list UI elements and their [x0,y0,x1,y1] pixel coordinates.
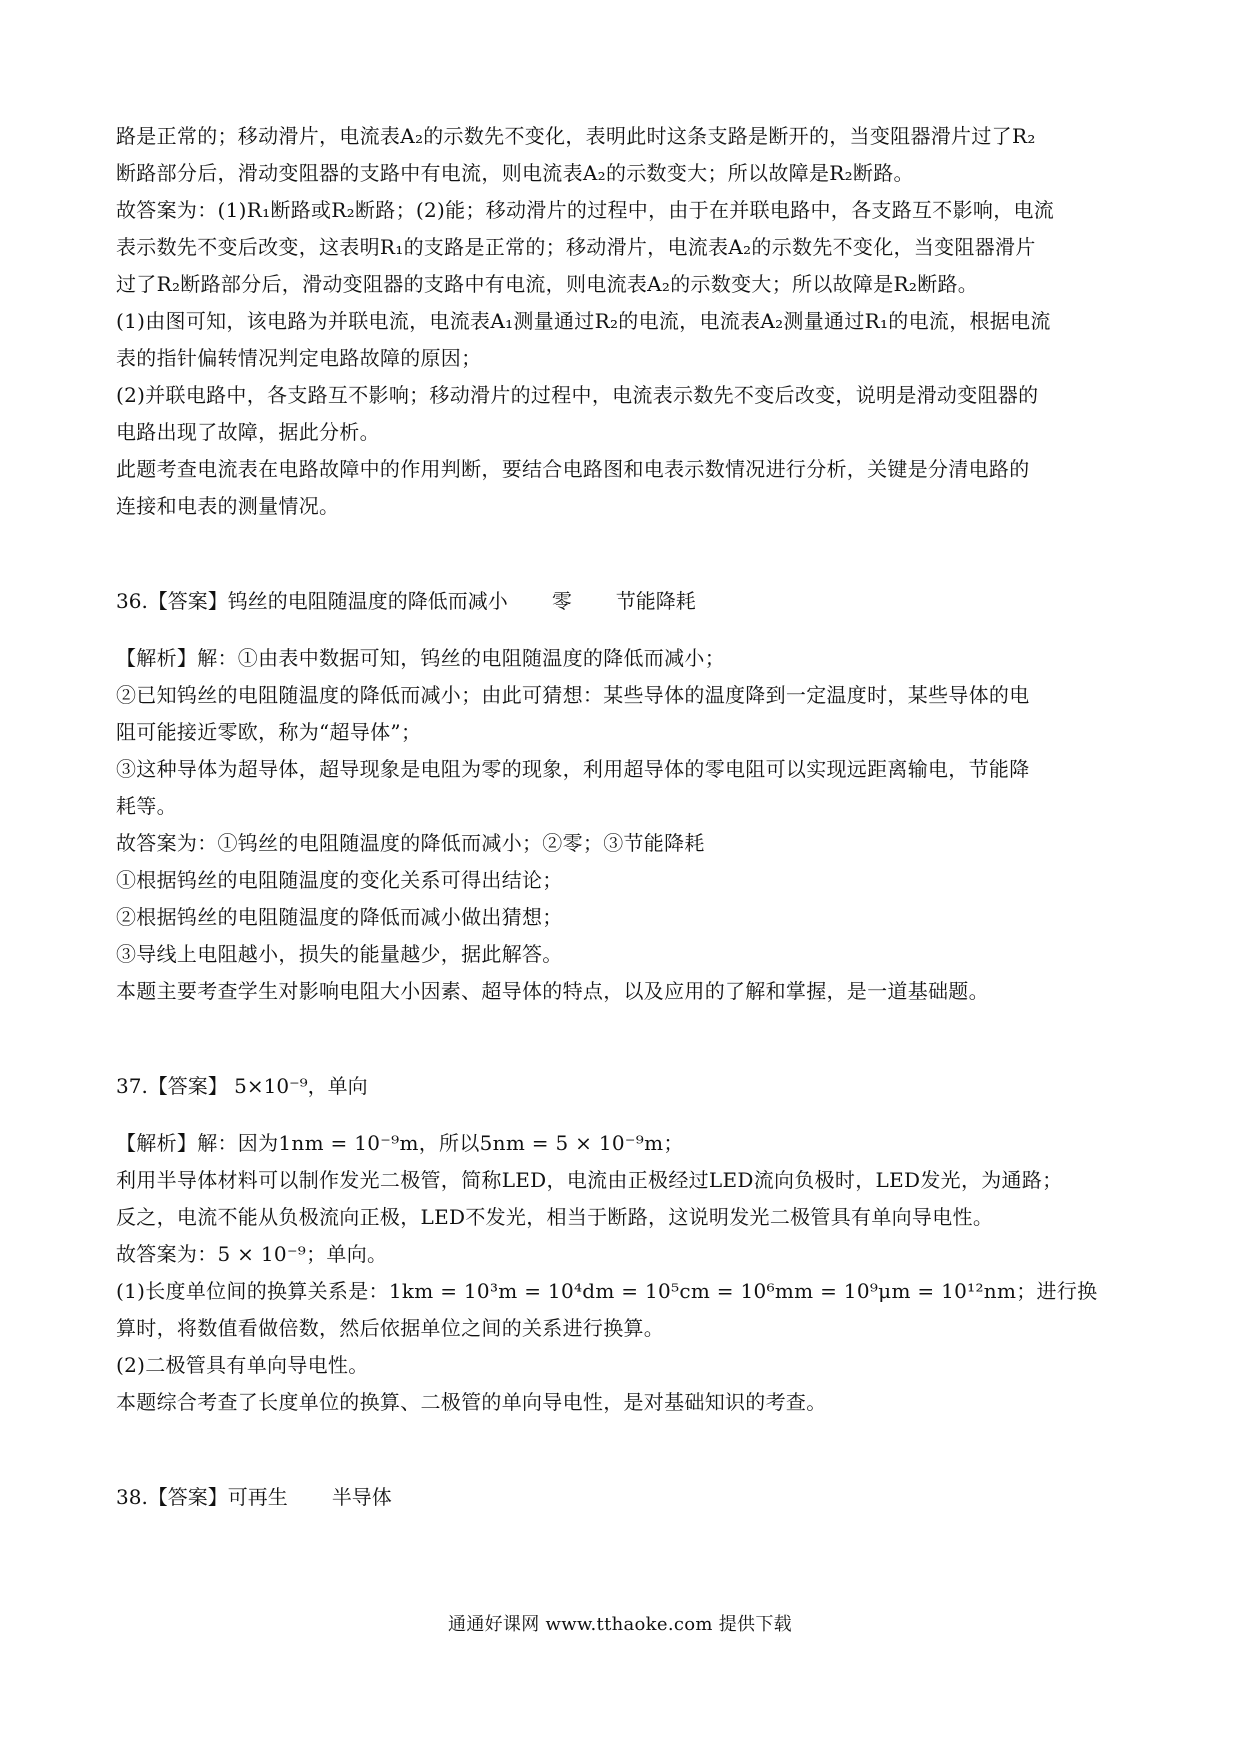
page-footer: 通通好课网 www.tthaoke.com 提供下载 [448,1614,792,1635]
q37-analysis [116,1125,1126,1421]
q38-answer-1: 38.【答案】可再生 [116,1485,288,1509]
q37-answer: 37.【答案】 5×10⁻⁹，单向 [116,1074,368,1098]
text-line: 电路出现了故障，据此分析。 [116,420,380,444]
document-page [116,118,1126,1516]
q38-answer [116,1479,1126,1516]
text-line: 阻可能接近零欧，称为“超导体”； [116,720,422,744]
text-line: 【解析】解：因为1nm = 10⁻⁹m，所以5nm = 5 × 10⁻⁹m； [116,1131,684,1155]
text-line: ②根据钨丝的电阻随温度的降低而减小做出猜想； [116,905,563,929]
text-line: 路是正常的；移动滑片，电流表A₂的示数先不变化，表明此时这条支路是断开的，当变阻器滑片过了R₂ [116,124,1036,148]
text-line: (2)二极管具有单向导电性。 [116,1353,369,1377]
text-line: (1)长度单位间的换算关系是：1km = 10³m = 10⁴dm = 10⁵cm = 10⁶mm = 10⁹μm = 10¹²nm；进行换 [116,1279,1098,1303]
text-line: ③导线上电阻越小，损失的能量越少，据此解答。 [116,942,563,966]
q36-answer-1: 36.【答案】钨丝的电阻随温度的降低而减小 [116,589,508,613]
q36-answer [116,583,1126,620]
text-line: 【解析】解：①由表中数据可知，钨丝的电阻随温度的降低而减小； [116,646,725,670]
text-line: (1)由图可知，该电路为并联电流，电流表A₁测量通过R₂的电流，电流表A₂测量通过R₁的电流，根据电流 [116,309,1051,333]
text-line: 本题综合考查了长度单位的换算、二极管的单向导电性，是对基础知识的考查。 [116,1390,827,1414]
text-line: 算时，将数值看做倍数，然后依据单位之间的关系进行换算。 [116,1316,665,1340]
q36-answer-2: 零 [551,589,572,613]
text-line: 断路部分后，滑动变阻器的支路中有电流，则电流表A₂的示数变大；所以故障是R₂断路。 [116,161,914,185]
text-line: 表示数先不变后改变，这表明R₁的支路是正常的；移动滑片，电流表A₂的示数先不变化，当变阻器滑片 [116,235,1036,259]
q36-analysis [116,640,1126,1010]
text-line: 故答案为：5 × 10⁻⁹；单向。 [116,1242,388,1266]
text-line: 此题考查电流表在电路故障中的作用判断，要结合电路图和电表示数情况进行分析，关键是分清电路的 [116,457,1030,481]
q38-answer-2: 半导体 [331,1485,392,1509]
text-line: 故答案为：(1)R₁断路或R₂断路；(2)能；移动滑片的过程中，由于在并联电路中，各支路互不影响，电流 [116,198,1055,222]
text-line: 本题主要考查学生对影响电阻大小因素、超导体的特点，以及应用的了解和掌握，是一道基础题。 [116,979,989,1003]
q35-analysis-continuation [116,118,1126,525]
text-line: ③这种导体为超导体，超导现象是电阻为零的现象，利用超导体的零电阻可以实现远距离输电，节能降 [116,757,1030,781]
text-line: (2)并联电路中，各支路互不影响；移动滑片的过程中，电流表示数先不变后改变，说明是滑动变阻器的 [116,383,1039,407]
text-line: 耗等。 [116,794,177,818]
text-line: ①根据钨丝的电阻随温度的变化关系可得出结论； [116,868,563,892]
text-line: 连接和电表的测量情况。 [116,494,340,518]
text-line: ②已知钨丝的电阻随温度的降低而减小；由此可猜想：某些导体的温度降到一定温度时，某些导体的电 [116,683,1030,707]
text-line: 表的指针偏转情况判定电路故障的原因； [116,346,482,370]
text-line: 故答案为：①钨丝的电阻随温度的降低而减小；②零；③节能降耗 [116,831,705,855]
text-line: 反之，电流不能从负极流向正极，LED不发光，相当于断路，这说明发光二极管具有单向导电性。 [116,1205,994,1229]
text-line: 利用半导体材料可以制作发光二极管，简称LED，电流由正极经过LED流向负极时，LED发光，为通路； [116,1168,1063,1192]
text-line: 过了R₂断路部分后，滑动变阻器的支路中有电流，则电流表A₂的示数变大；所以故障是R₂断路。 [116,272,979,296]
q36-answer-3: 节能降耗 [615,589,696,613]
